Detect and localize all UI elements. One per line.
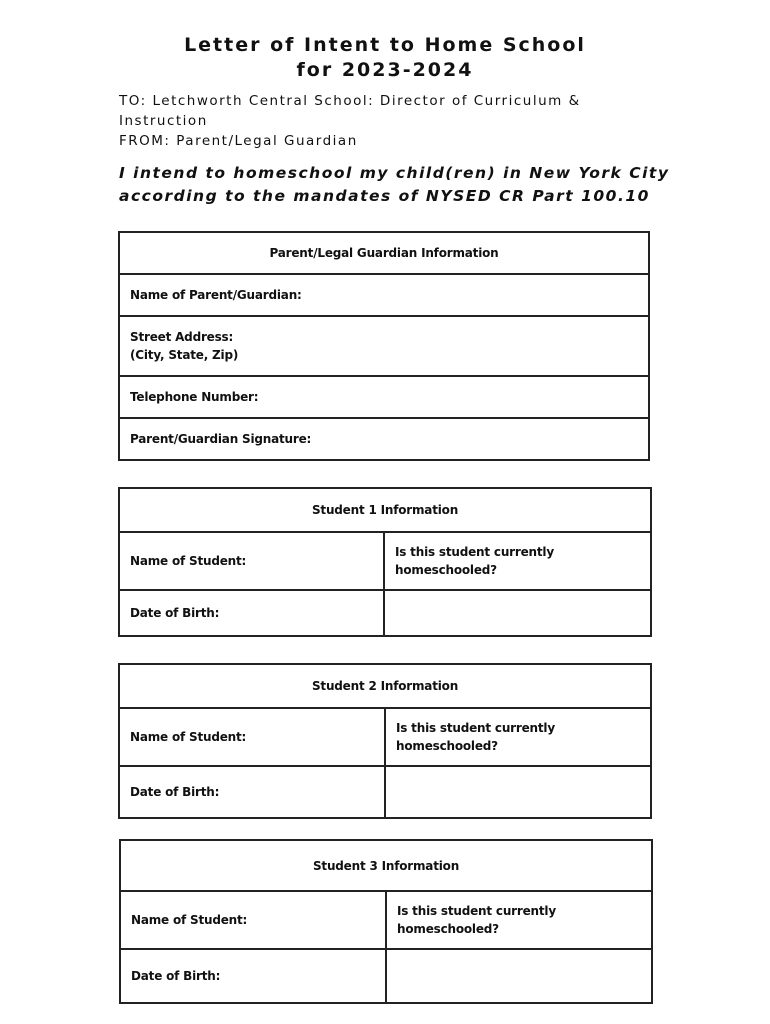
student-1-dob-label: Date of Birth: (130, 606, 220, 620)
parent-name-field[interactable] (119, 274, 649, 316)
student-3-homeschooled-label-1: Is this student currently (397, 904, 556, 918)
telephone-label: Telephone Number: (130, 390, 259, 404)
parent-info-table (118, 231, 650, 461)
student-2-name-label: Name of Student: (130, 730, 247, 744)
student-1-heading: Student 1 Information (119, 488, 651, 532)
to-line-2: Instruction (119, 113, 208, 129)
student-2-name-field[interactable] (119, 708, 385, 766)
student-2-blank-cell[interactable] (385, 766, 651, 818)
student-3-homeschooled-field[interactable] (386, 891, 652, 949)
student-3-heading: Student 3 Information (120, 840, 652, 891)
intent-statement (119, 162, 679, 208)
student-1-homeschooled-field[interactable] (384, 532, 651, 590)
student-3-name-field[interactable] (120, 891, 386, 949)
street-address-field[interactable] (119, 316, 649, 376)
student-1-homeschooled-label-2: homeschooled? (395, 563, 497, 577)
student-1-name-field[interactable] (119, 532, 384, 590)
student-3-dob-field[interactable] (120, 949, 386, 1003)
parent-table-heading: Parent/Legal Guardian Information (119, 232, 649, 274)
student-3-homeschooled-label-2: homeschooled? (397, 922, 499, 936)
student-2-dob-field[interactable] (119, 766, 385, 818)
title-line-2: for 2023-2024 (296, 59, 474, 81)
document-title (0, 33, 770, 83)
to-line-1: TO: Letchworth Central School: Director of Curriculum & (119, 93, 581, 109)
signature-field[interactable] (119, 418, 649, 460)
student-2-dob-label: Date of Birth: (130, 785, 220, 799)
student-3-dob-label: Date of Birth: (131, 969, 221, 983)
student-1-blank-cell[interactable] (384, 590, 651, 636)
student-2-heading: Student 2 Information (119, 664, 651, 708)
parent-name-label: Name of Parent/Guardian: (130, 288, 302, 302)
signature-label: Parent/Guardian Signature: (130, 432, 312, 446)
from-line: FROM: Parent/Legal Guardian (119, 133, 358, 149)
intent-line-2: according to the mandates of NYSED CR Part 100.10 (119, 187, 650, 205)
telephone-field[interactable] (119, 376, 649, 418)
student-3-table (119, 839, 653, 1004)
student-3-blank-cell[interactable] (386, 949, 652, 1003)
student-1-homeschooled-label-1: Is this student currently (395, 545, 554, 559)
title-line-1: Letter of Intent to Home School (184, 34, 586, 56)
student-2-homeschooled-field[interactable] (385, 708, 651, 766)
student-1-dob-field[interactable] (119, 590, 384, 636)
student-3-name-label: Name of Student: (131, 913, 248, 927)
student-2-homeschooled-label-2: homeschooled? (396, 739, 498, 753)
city-state-zip-label: (City, State, Zip) (130, 348, 239, 362)
intent-line-1: I intend to homeschool my child(ren) in New York City (119, 164, 670, 182)
letter-header (119, 91, 679, 151)
student-2-homeschooled-label-1: Is this student currently (396, 721, 555, 735)
street-address-label: Street Address: (130, 330, 234, 344)
student-1-table (118, 487, 652, 637)
student-1-name-label: Name of Student: (130, 554, 247, 568)
student-2-table (118, 663, 652, 819)
